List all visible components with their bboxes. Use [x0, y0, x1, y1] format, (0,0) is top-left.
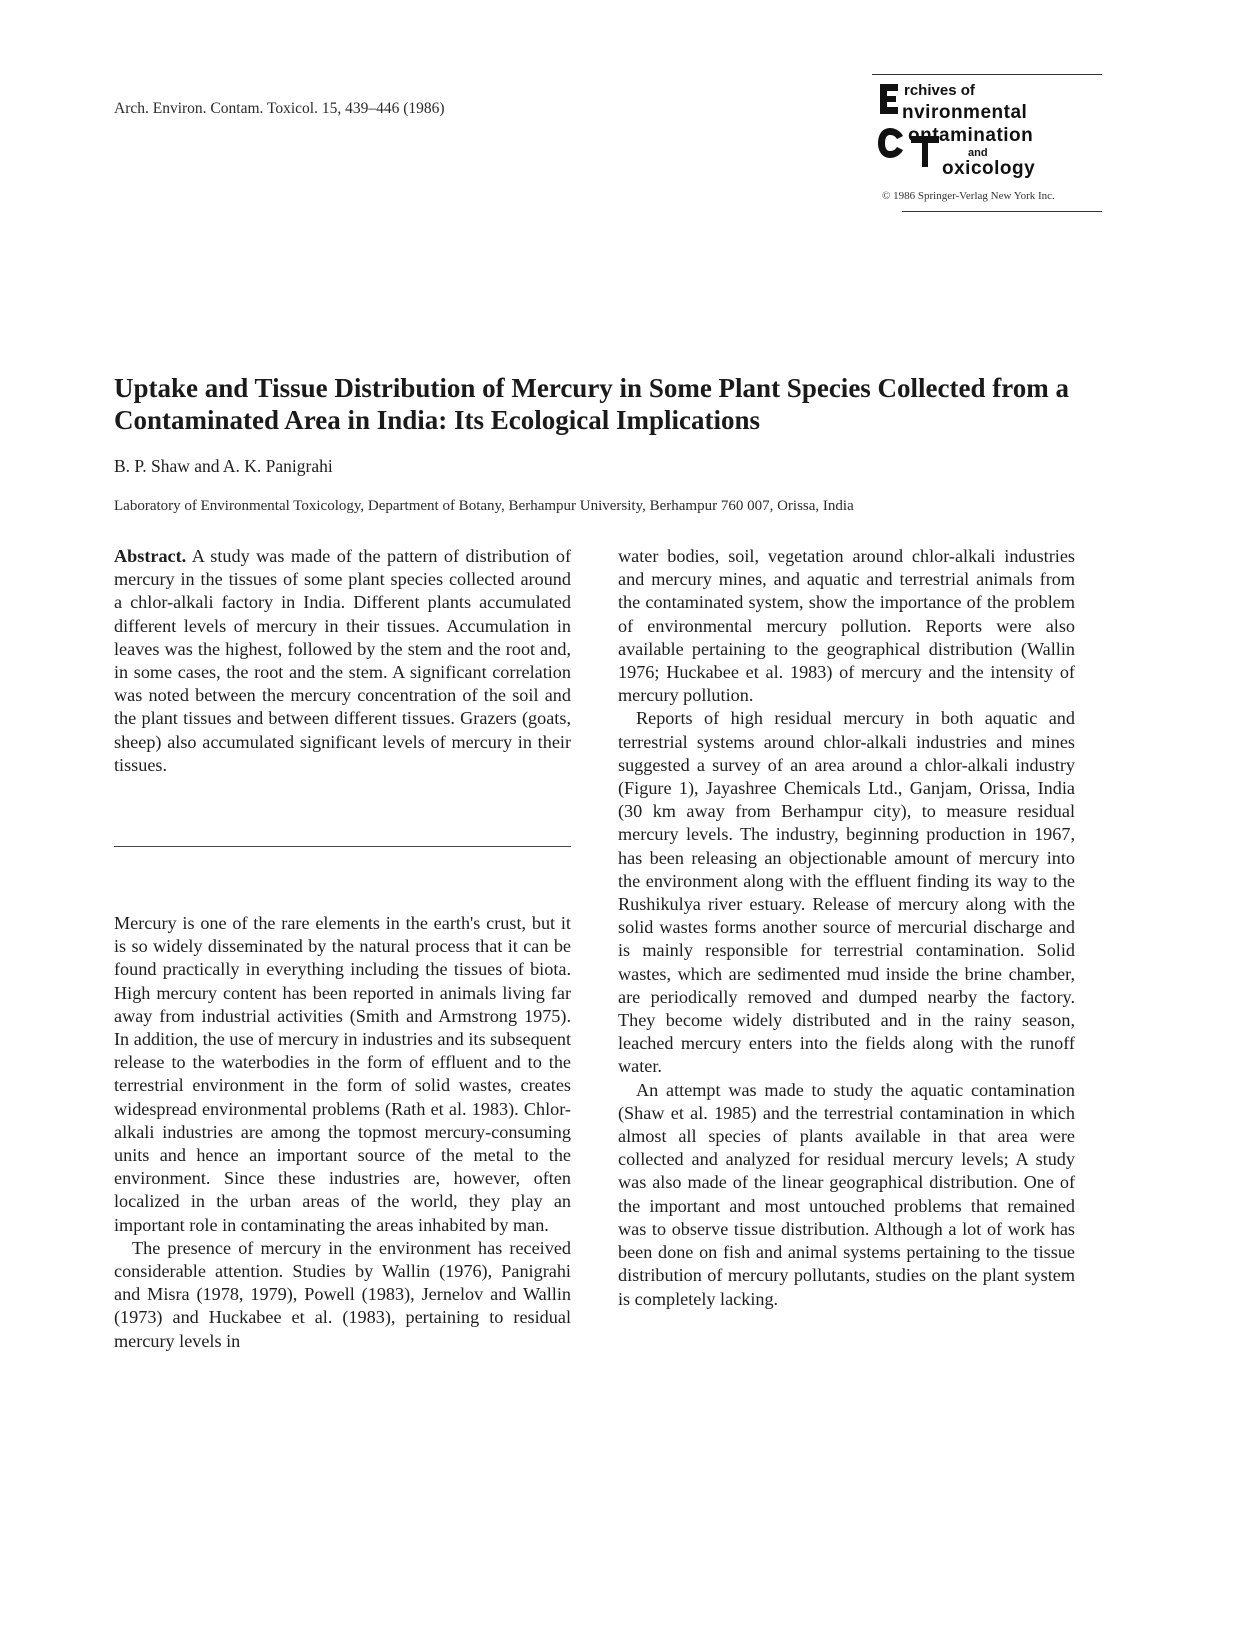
logo-letter-e-icon: [878, 80, 900, 118]
abstract-text: A study was made of the pattern of distribution of mercury in the tissues of some plant species collected around a chlor-alkali factory in India. Different plants accumulated different levels of mercury in their tissues. Accumulation in leaves was the highest, followed by the stem and the root and, in some cases, the root and the stem. A significant correlation was noted between the mercury concentration of the soil and the plant tissues and between different tissues. Grazers (goats, sheep) also accumulated significant levels of mercury in their tissues.: [114, 546, 571, 775]
left-column-body: [114, 912, 571, 1353]
logo-top-rule: [872, 74, 1102, 75]
copyright-notice: © 1986 Springer-Verlag New York Inc.: [882, 190, 1055, 202]
logo-letter-c-icon: [876, 126, 906, 160]
article-affiliation: Laboratory of Environmental Toxicology, Department of Botany, Berhampur University, Berhampur 760 007, Orissa, India: [114, 498, 854, 514]
logo-line-and: and: [968, 147, 988, 159]
body-paragraph: An attempt was made to study the aquatic contamination (Shaw et al. 1985) and the terrestrial contamination in which almost all species of plants available in that area were collected and analyzed for residual mercury levels; A study was also made of the linear geographical distribution. One of the important and most untouched problems that remained was to observe tissue distribution. Although a lot of work has been done on fish and animal systems pertaining to the tissue distribution of mercury pollutants, studies on the plant system is completely lacking.: [618, 1079, 1075, 1309]
journal-logo: [872, 74, 1102, 214]
body-paragraph: Mercury is one of the rare elements in the earth's crust, but it is so widely disseminated by the natural process that it can be found practically in everything including the tissues of biota. High mercury content has been reported in animals living far away from industrial activities (Smith and Armstrong 1975). In addition, the use of mercury in industries and its subsequent release to the waterbodies in the form of effluent and to the terrestrial environment in the form of solid wastes, creates widespread environmental problems (Rath et al. 1983). Chlor-alkali industries are among the topmost mercury-consuming units and hence an important source of the metal to the environment. Since these industries are, however, often localized in the urban areas of the world, they play an important role in contaminating the areas inhabited by man.: [114, 913, 571, 1235]
abstract-section: [114, 545, 571, 777]
abstract-label: Abstract.: [114, 546, 187, 566]
logo-line-contamination: ontamination: [908, 125, 1034, 146]
abstract-divider: [114, 846, 571, 847]
body-paragraph: Reports of high residual mercury in both aquatic and terrestrial systems around chlor-alkali industries and mines suggested a survey of an area around a chlor-alkali industry (Figure 1), Jayashree Chemicals Ltd., Ganjam, Orissa, India (30 km away from Berhampur city), to measure residual mercury levels. The industry, beginning production in 1967, has been releasing an objectionable amount of mercury into the environment along with the effluent finding its way to the Rushikulya river estuary. Release of mercury along with the solid wastes forms another source of mercurial discharge and is mainly responsible for terrestrial contamination. Solid wastes, which are sedimented mud inside the brine chamber, are periodically removed and dumped nearby the factory. They become widely distributed and in the rainy season, leached mercury enters into the fields along with the runoff water.: [618, 708, 1075, 1077]
right-column-body: [618, 545, 1075, 1311]
journal-citation: Arch. Environ. Contam. Toxicol. 15, 439–446 (1986): [114, 100, 445, 117]
article-authors: B. P. Shaw and A. K. Panigrahi: [114, 456, 333, 476]
logo-bottom-rule: [902, 211, 1102, 212]
body-paragraph: water bodies, soil, vegetation around chlor-alkali industries and mercury mines, and aquatic and terrestrial animals from the contaminated system, show the importance of the problem of environmental mercury pollution. Reports were also available pertaining to the geographical distribution (Wallin 1976; Huckabee et al. 1983) of mercury and the intensity of mercury pollution.: [618, 546, 1075, 706]
logo-line-environmental: nvironmental: [902, 102, 1028, 123]
abstract-paragraph: [114, 545, 571, 777]
body-paragraph: The presence of mercury in the environment has received considerable attention. Studies by Wallin (1976), Panigrahi and Misra (1978, 1979), Powell (1983), Jernelov and Wallin (1973) and Huckabee et al. (1983), pertaining to residual mercury levels in: [114, 1237, 571, 1351]
article-title: Uptake and Tissue Distribution of Mercury in Some Plant Species Collected from a Contaminated Area in India: Its Ecological Implications: [114, 373, 1069, 435]
logo-line-archives: rchives of: [904, 82, 975, 99]
logo-line-toxicology: oxicology: [942, 158, 1036, 179]
